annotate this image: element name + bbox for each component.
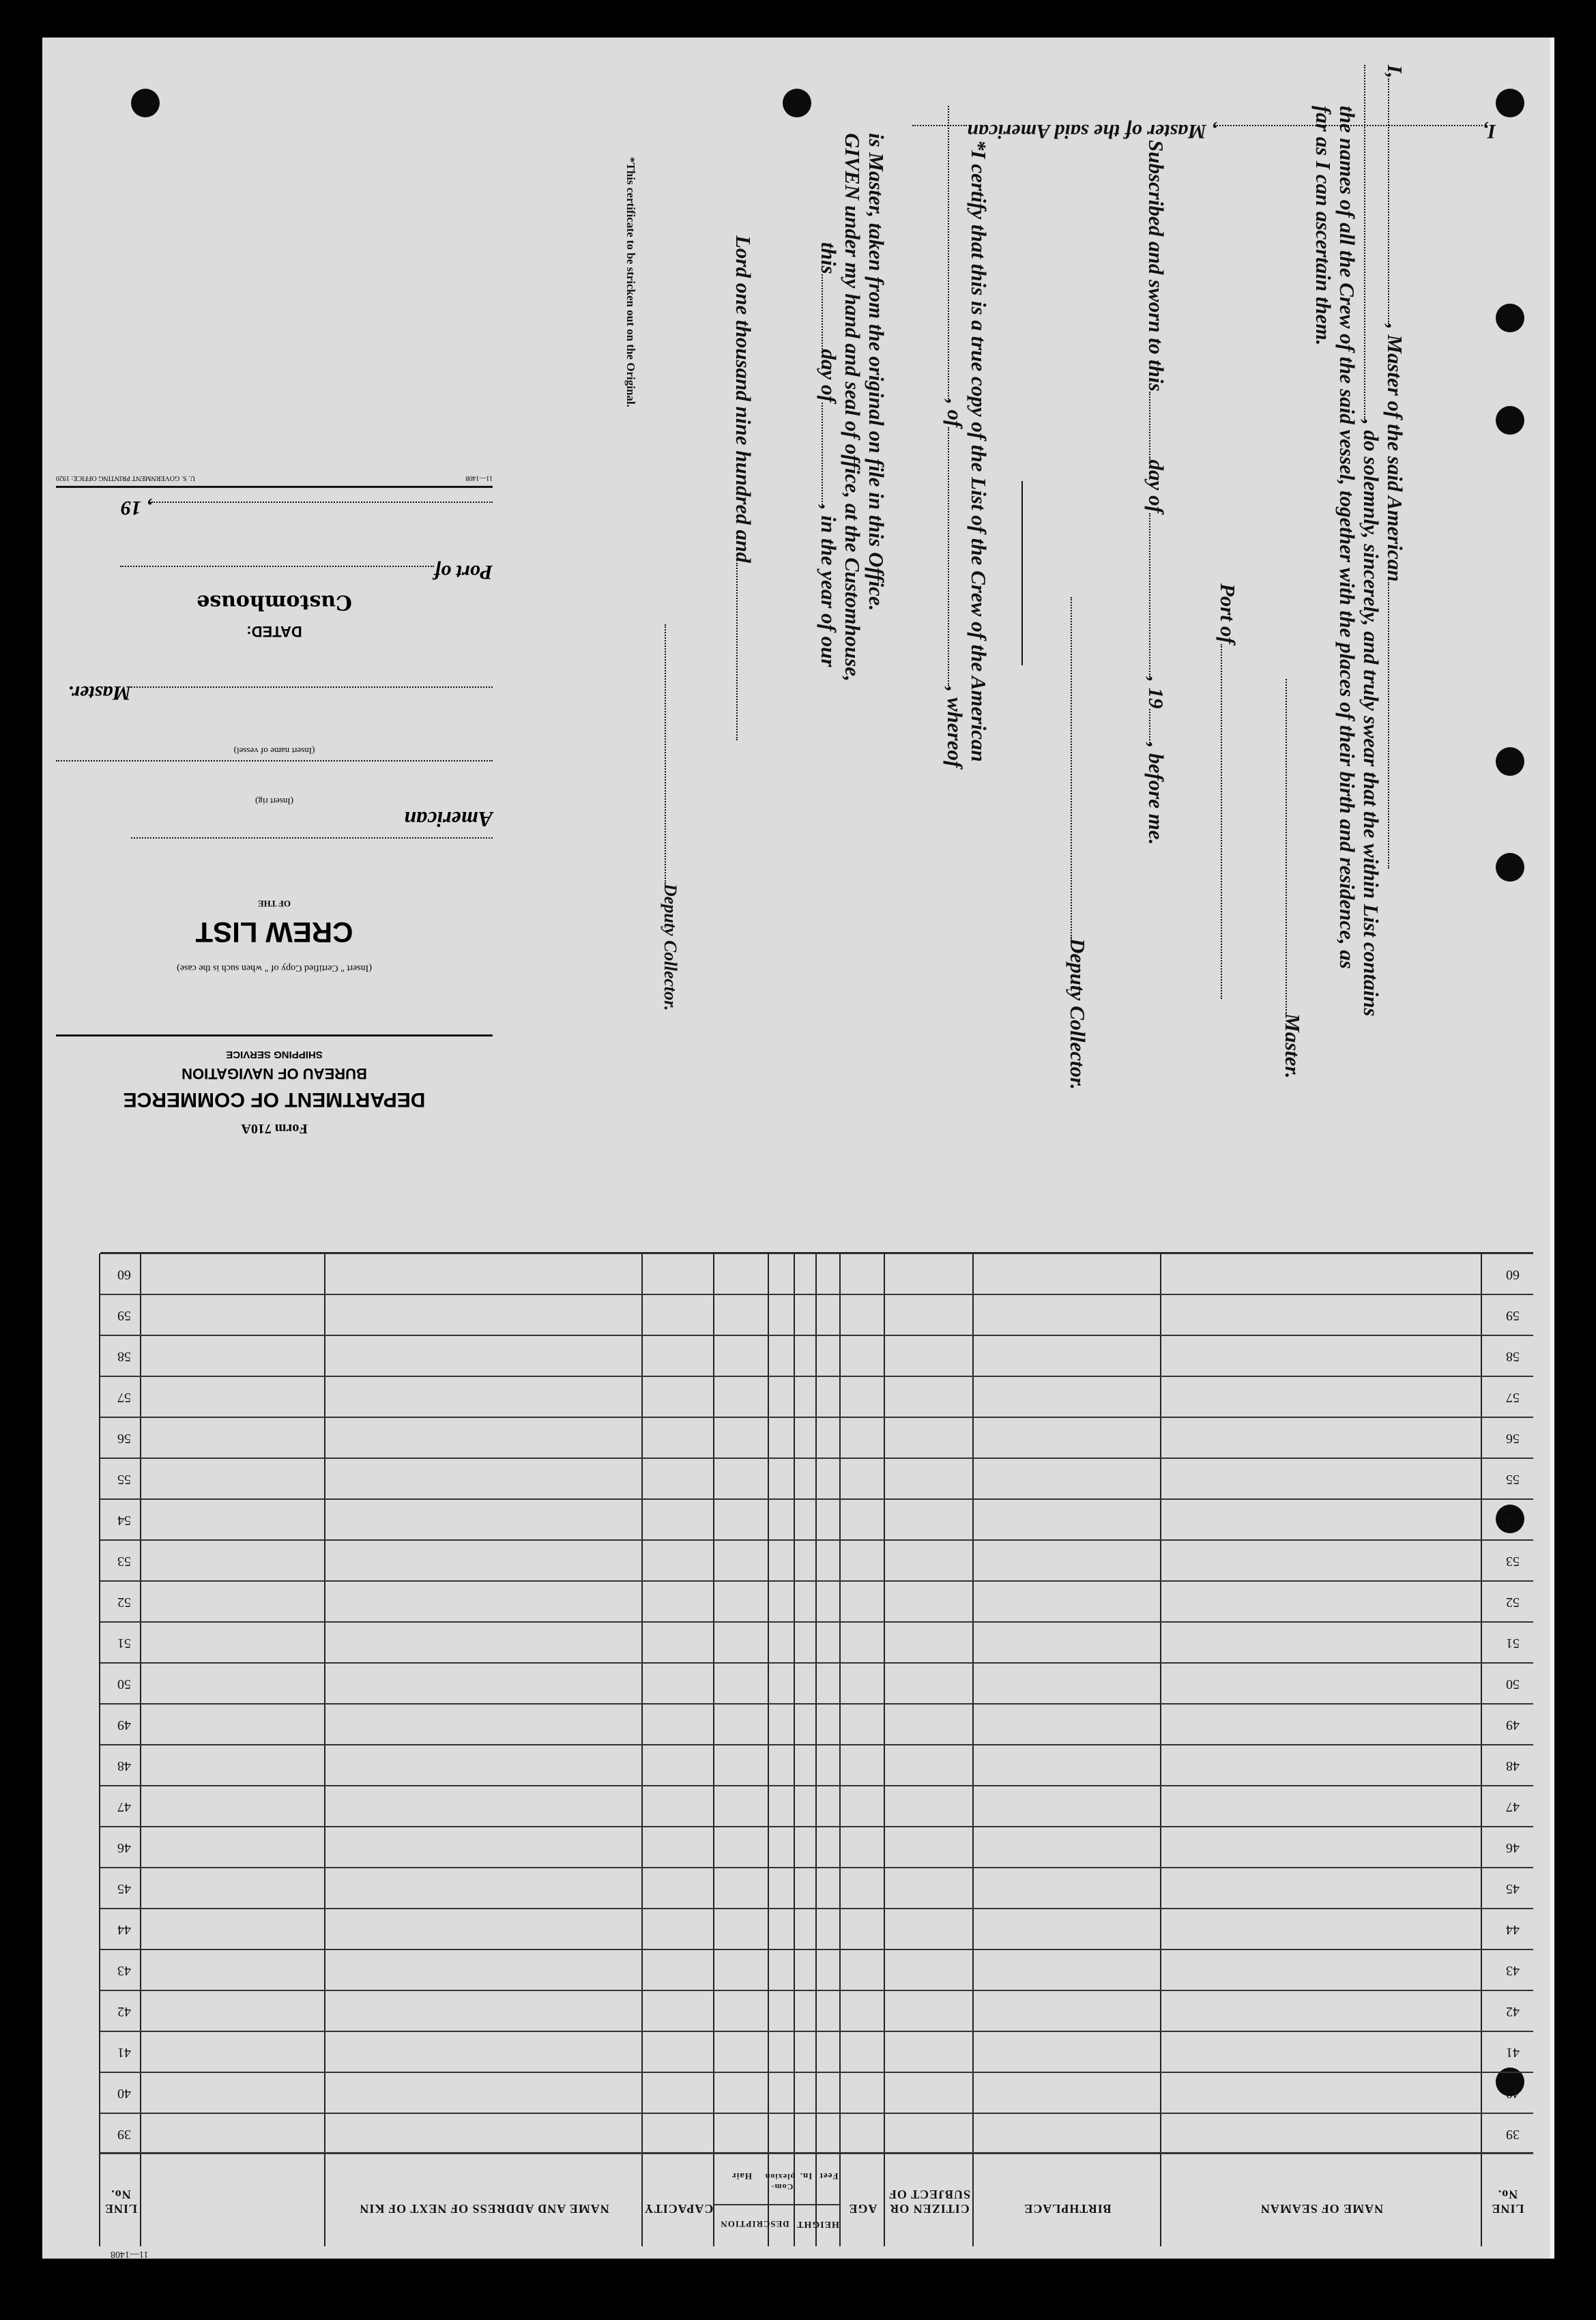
table-row (100, 1335, 1533, 1336)
service-title: SHIPPING SERVICE (226, 1049, 323, 1060)
table-row (100, 1376, 1533, 1377)
line-number-right: 47 (117, 1799, 131, 1814)
cert-line5: thisday of, in the year of our (817, 242, 841, 667)
line-number-right: 53 (117, 1554, 131, 1569)
insert-certified-note: (Insert " Certified Copy of " when such is the case) (177, 963, 372, 973)
header-feet: Feet (819, 2171, 839, 2181)
department-title: DEPARTMENT OF COMMERCE (123, 1088, 426, 1111)
table-row (100, 1580, 1533, 1582)
punch-hole (783, 89, 811, 117)
header-height: HEIGHT (796, 2219, 839, 2229)
table-row (100, 1458, 1533, 1459)
table-column-divider (324, 1253, 325, 2246)
oath-line4: far as I can ascertain them. (1311, 106, 1335, 346)
table-row (100, 1990, 1533, 1991)
table-column-divider (815, 1253, 817, 2246)
table-row (100, 1744, 1533, 1745)
line-number-left: 46 (1506, 1840, 1520, 1855)
table-column-divider (768, 1253, 769, 2246)
oath-port-of: Port of (1215, 583, 1240, 999)
line-number-left: 42 (1506, 2004, 1520, 2019)
table-column-divider (713, 1253, 714, 2246)
oath-line-1: I,, Master of the said American (912, 119, 1496, 143)
header-complexion: Com- plexion (764, 2172, 795, 2192)
cert-line1: *I certify that this is a true copy of the List of the Crew of the American (967, 140, 991, 762)
of-the: OF THE (257, 899, 291, 909)
line-number-left: 53 (1506, 1554, 1520, 1569)
deputy-collector-2: Deputy Collector. (660, 624, 680, 1011)
line-number-left: 59 (1506, 1308, 1520, 1323)
cert-line6: Lord one thousand nine hundred and (731, 235, 755, 740)
header-line-no-right: LINE No. (104, 2188, 138, 2216)
line-number-left: 47 (1506, 1799, 1520, 1814)
table-row (100, 1662, 1533, 1664)
master-signature-line: Master. (1280, 679, 1305, 1079)
line-number-left: 51 (1506, 1636, 1520, 1651)
subheader-divider (714, 2204, 841, 2205)
line-number-right: 49 (117, 1717, 131, 1732)
insert-rig: (Insert rig) (255, 796, 293, 807)
bureau-title: BUREAU OF NAVIGATION (182, 1065, 367, 1082)
table-column-divider (641, 1253, 643, 2246)
line-number-right: 41 (117, 2045, 131, 2060)
table-row (100, 2113, 1533, 2114)
line-number-left: 56 (1506, 1431, 1520, 1446)
line-number-right: 42 (117, 2004, 131, 2019)
line-number-right: 58 (117, 1349, 131, 1364)
table-column-divider (99, 1253, 100, 2246)
header-next-of-kin: NAME AND ADDRESS OF NEXT OF KIN (359, 2202, 609, 2216)
line-number-right: 60 (117, 1267, 131, 1282)
punch-hole (131, 89, 160, 117)
line-number-left: 39 (1506, 2127, 1520, 2142)
line-number-right: 50 (117, 1677, 131, 1692)
line-number-right: 48 (117, 1758, 131, 1773)
line-number-right: 45 (117, 1881, 131, 1896)
table-row (100, 1785, 1533, 1786)
line-number-left: 58 (1506, 1349, 1520, 1364)
cover-port-of: Port of (56, 560, 493, 583)
line-number-left: 44 (1506, 1922, 1520, 1937)
table-row (100, 1908, 1533, 1909)
header-hair: Hair (731, 2171, 752, 2181)
table-row (100, 1867, 1533, 1868)
table-column-divider (839, 1253, 841, 2246)
table-column-divider (140, 1253, 141, 2246)
line-number-right: 46 (117, 1840, 131, 1855)
table-row (100, 1294, 1533, 1295)
line-number-right: 55 (117, 1472, 131, 1487)
line-number-left: 40 (1506, 2086, 1520, 2101)
header-citizen: CITIZEN OR SUBJECT OF (888, 2188, 971, 2216)
punch-hole (1496, 747, 1524, 776)
table-row (100, 1417, 1533, 1418)
header-birthplace: BIRTHPLACE (1024, 2202, 1112, 2216)
table-column-divider (972, 1253, 974, 2246)
cover-block (42, 174, 520, 1163)
seal-mark (1021, 481, 1023, 665)
line-number-right: 56 (117, 1431, 131, 1446)
cert-line2: , of, whereof (942, 106, 967, 768)
table-row (100, 1253, 1533, 1254)
punch-hole (1496, 853, 1524, 882)
table-row (100, 1703, 1533, 1705)
printer-line: 11—1408 U. S. GOVERNMENT PRINTING OFFICE: 1920 (56, 474, 493, 482)
deputy-collector-1: Deputy Collector. (1065, 597, 1090, 1090)
line-number-left: 45 (1506, 1881, 1520, 1896)
cover-date-line: , 19 (56, 496, 493, 519)
table-column-divider (794, 1253, 795, 2246)
subscribed-line: Subscribed and sworn to thisday of, 19, before me. (1144, 140, 1168, 845)
table-column-divider (1481, 1253, 1482, 2246)
table-row (100, 1949, 1533, 1950)
crew-list-page (42, 38, 1554, 2259)
line-number-right: 39 (117, 2127, 131, 2142)
line-number-left: 52 (1506, 1595, 1520, 1610)
dated-label: DATED: (246, 623, 302, 640)
table-row (100, 1498, 1533, 1500)
form-710a: Form 710A (241, 1121, 308, 1136)
table-row (100, 1826, 1533, 1827)
line-number-right: 54 (117, 1513, 131, 1528)
punch-hole (1496, 406, 1524, 435)
punch-hole (1496, 304, 1524, 332)
american-rig-line: American (56, 807, 493, 857)
line-number-left: 49 (1506, 1717, 1520, 1732)
line-number-left: 41 (1506, 2045, 1520, 2060)
crew-list-title: CREW LIST (195, 916, 353, 948)
line-number-right: 51 (117, 1636, 131, 1651)
table-header-divider (100, 2152, 1533, 2154)
header-age: AGE (848, 2202, 877, 2216)
cert-line3: is Master, taken from the original on file in this Office. (865, 133, 888, 611)
punch-hole (1496, 89, 1524, 117)
line-number-left: 57 (1506, 1390, 1520, 1405)
line-number-right: 59 (117, 1308, 131, 1323)
bottom-code: 11—1408 (111, 2249, 149, 2259)
line-number-left: 43 (1506, 1963, 1520, 1978)
table-row (100, 2072, 1533, 2073)
line-number-left: 48 (1506, 1758, 1520, 1773)
oath-line2: , do solemnly, sincerely, and truly swear that the within List contains (1359, 65, 1383, 1016)
line-number-left: 60 (1506, 1267, 1520, 1282)
line-number-right: 40 (117, 2086, 131, 2101)
line-number-left: 54 (1506, 1513, 1520, 1528)
certificate-footnote: *This certificate to be stricken out on the Original. (624, 157, 637, 407)
header-capacity: CAPACITY (643, 2202, 714, 2216)
table-column-divider (884, 1253, 885, 2246)
table-column-divider (1160, 1253, 1161, 2246)
oath-line3: the names of all the Crew of the said vessel, together with the places of their birth and residence, as (1335, 106, 1359, 969)
line-number-right: 43 (117, 1963, 131, 1978)
line-number-right: 52 (117, 1595, 131, 1610)
header-name-of-seaman: NAME OF SEAMAN (1260, 2202, 1384, 2216)
insert-name: (Insert name of vessel) (233, 746, 315, 756)
oath-line1: I,, Master of the said American (1382, 65, 1407, 869)
master-line: Master. (56, 681, 493, 704)
crew-table (100, 1252, 1533, 2247)
header-description: DESCRIPTION (720, 2219, 789, 2229)
header-inches: In. (799, 2171, 813, 2181)
table-row (100, 2031, 1533, 2032)
line-number-right: 57 (117, 1390, 131, 1405)
header-line-no: LINE No. (1491, 2188, 1524, 2216)
line-number-left: 55 (1506, 1472, 1520, 1487)
customhouse-label: Customhouse (197, 590, 352, 614)
line-number-right: 44 (117, 1922, 131, 1937)
line-number-left: 50 (1506, 1677, 1520, 1692)
table-row (100, 1621, 1533, 1623)
cert-line4: GIVEN under my hand and seal of office, at the Customhouse, (841, 133, 865, 682)
table-row (100, 1539, 1533, 1541)
